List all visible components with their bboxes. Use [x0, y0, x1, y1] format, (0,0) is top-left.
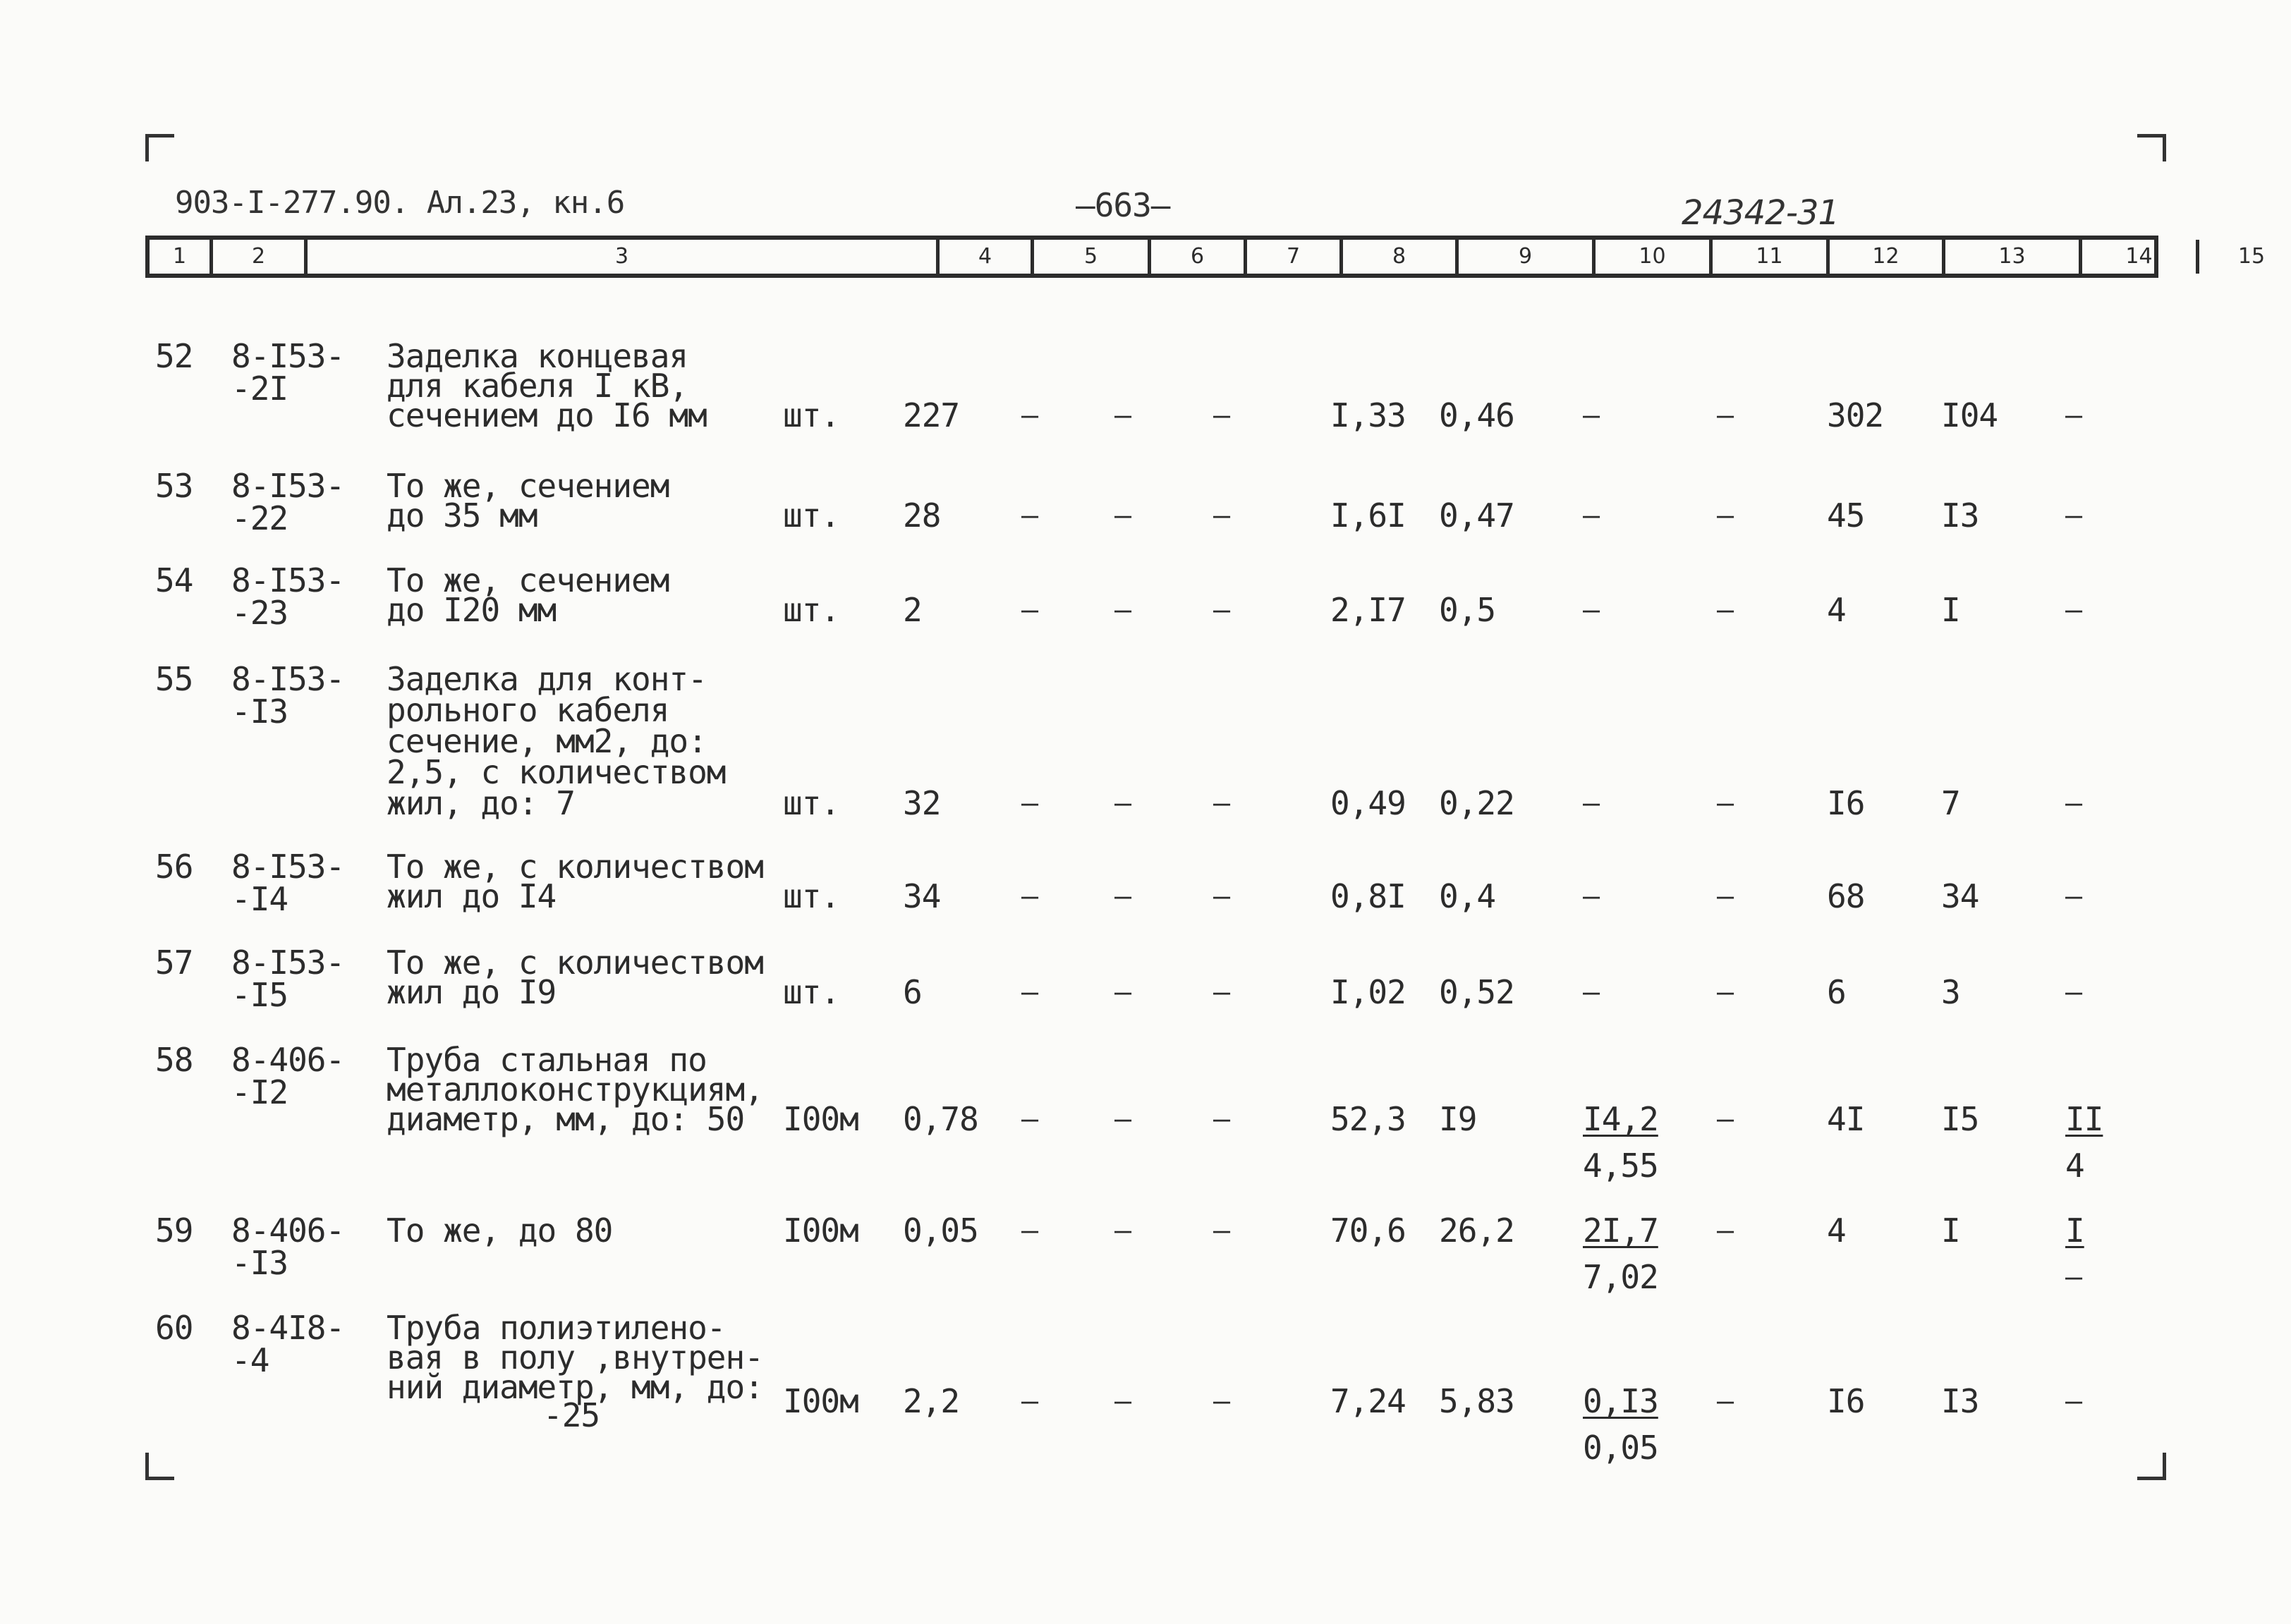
col15-value: – — [2065, 880, 2082, 912]
col7-value: – — [1114, 787, 1131, 819]
col12-value: – — [1717, 594, 1734, 626]
row-number: 58 — [155, 1041, 193, 1079]
description-line: Труба полиэтилено- — [387, 1309, 726, 1347]
col9-value: I,02 — [1330, 973, 1406, 1011]
description-line: 2,5, с количеством — [387, 753, 726, 791]
col12-value: – — [1717, 1214, 1734, 1247]
crop-mark-bottom-left — [145, 1453, 174, 1480]
col8-value: – — [1213, 787, 1230, 819]
col10-value: 0,47 — [1439, 496, 1514, 535]
code-line: 8-4I8- — [231, 1309, 345, 1347]
col6-value: – — [1021, 976, 1038, 1008]
col9-value: 0,8I — [1330, 877, 1406, 915]
col9-value: 7,24 — [1330, 1382, 1406, 1420]
row-number: 59 — [155, 1211, 193, 1250]
col6-value: – — [1021, 787, 1038, 819]
col12-value: – — [1717, 399, 1734, 432]
column-number: 9 — [1459, 240, 1596, 274]
column-number: 2 — [213, 240, 308, 274]
column-number: 1 — [150, 240, 213, 274]
unit: I00м — [783, 1211, 858, 1250]
col7-value: – — [1114, 880, 1131, 912]
col11-value: – — [1583, 787, 1600, 819]
col8-value: – — [1213, 1385, 1230, 1417]
unit: шт. — [783, 784, 840, 822]
description-line: до 35 мм — [387, 496, 537, 535]
col7-value: – — [1114, 499, 1131, 532]
col7-value: – — [1114, 976, 1131, 1008]
unit: шт. — [783, 496, 840, 535]
col7-value: – — [1114, 1385, 1131, 1417]
code-line: 8-I53- — [231, 337, 345, 375]
description-line: -25 — [543, 1396, 600, 1434]
col13-value: 4 — [1827, 1211, 1846, 1250]
description-line: жил, до: 7 — [387, 784, 575, 822]
description-line: для кабеля I кВ, — [387, 367, 688, 405]
col8-value: – — [1213, 1214, 1230, 1247]
col6-value: – — [1021, 399, 1038, 432]
col10-value: 5,83 — [1439, 1382, 1514, 1420]
col15-value: II — [2065, 1100, 2103, 1138]
col13-value: 68 — [1827, 877, 1865, 915]
col15-value: I — [2065, 1211, 2084, 1250]
quantity: 227 — [903, 396, 960, 434]
col14-value: 7 — [1941, 784, 1960, 822]
col9-value: 70,6 — [1330, 1211, 1406, 1250]
col15-value: – — [2065, 399, 2082, 432]
quantity: 28 — [903, 496, 941, 535]
page-number: —663— — [1076, 186, 1170, 224]
unit: I00м — [783, 1382, 858, 1420]
col11-value: – — [1583, 399, 1600, 432]
document-code: 903-I-277.90. Ал.23, кн.6 — [175, 185, 625, 221]
col13-value: I6 — [1827, 1382, 1865, 1420]
description-line: То же, сечением — [387, 467, 669, 505]
description-line: диаметр, мм, до: 50 — [387, 1100, 745, 1138]
col14-value: I04 — [1941, 396, 1998, 434]
description-line: Труба стальная по — [387, 1041, 707, 1079]
col11-value: – — [1583, 976, 1600, 1008]
col13-value: 302 — [1827, 396, 1884, 434]
col10-value: 0,52 — [1439, 973, 1514, 1011]
col11-subvalue: 7,02 — [1583, 1258, 1658, 1296]
col12-value: – — [1717, 976, 1734, 1008]
col14-value: I — [1941, 1211, 1960, 1250]
code-line: -I4 — [231, 880, 288, 918]
col11-value: – — [1583, 880, 1600, 912]
row-number: 52 — [155, 337, 193, 375]
col8-value: – — [1213, 1103, 1230, 1135]
unit: шт. — [783, 973, 840, 1011]
column-number: 10 — [1596, 240, 1713, 274]
code-line: 8-I53- — [231, 944, 345, 982]
col6-value: – — [1021, 880, 1038, 912]
sheet-number: 24342-31 — [1682, 193, 1840, 233]
col14-value: I5 — [1941, 1100, 1979, 1138]
code-line: -I3 — [231, 692, 288, 731]
description-line: сечение, мм2, до: — [387, 722, 707, 760]
col10-value: 26,2 — [1439, 1211, 1514, 1250]
quantity: 0,78 — [903, 1100, 978, 1138]
quantity: 0,05 — [903, 1211, 978, 1250]
description-line: металлоконструкциям, — [387, 1070, 763, 1109]
col15-value: – — [2065, 594, 2082, 626]
column-number: 7 — [1247, 240, 1343, 274]
column-number: 4 — [940, 240, 1034, 274]
col12-value: – — [1717, 880, 1734, 912]
col6-value: – — [1021, 1214, 1038, 1247]
description-line: Заделка для конт- — [387, 660, 707, 698]
col15-value: – — [2065, 1385, 2082, 1417]
col13-value: 6 — [1827, 973, 1846, 1011]
col8-value: – — [1213, 399, 1230, 432]
col9-value: 52,3 — [1330, 1100, 1406, 1138]
col13-value: I6 — [1827, 784, 1865, 822]
col10-value: 0,5 — [1439, 591, 1496, 629]
description-line: рольного кабеля — [387, 691, 669, 729]
description-line: Заделка концевая — [387, 337, 688, 375]
code-line: 8-I53- — [231, 467, 345, 505]
column-number: 8 — [1343, 240, 1459, 274]
code-line: -I5 — [231, 976, 288, 1014]
crop-mark-bottom-right — [2137, 1453, 2166, 1480]
col10-value: 0,46 — [1439, 396, 1514, 434]
col9-value: I,6I — [1330, 496, 1406, 535]
code-line: 8-406- — [231, 1211, 345, 1250]
unit: I00м — [783, 1100, 858, 1138]
col15-value: – — [2065, 787, 2082, 819]
description-line: То же, сечением — [387, 561, 669, 599]
code-line: -23 — [231, 594, 288, 632]
col13-value: 4 — [1827, 591, 1846, 629]
description-line: жил до I9 — [387, 973, 557, 1011]
code-line: -4 — [231, 1341, 269, 1379]
code-line: -I3 — [231, 1244, 288, 1282]
col6-value: – — [1021, 594, 1038, 626]
col10-value: I9 — [1439, 1100, 1477, 1138]
col14-value: I3 — [1941, 496, 1979, 535]
col12-value: – — [1717, 1385, 1734, 1417]
col15-subvalue: – — [2065, 1261, 2082, 1293]
col9-value: I,33 — [1330, 396, 1406, 434]
col14-value: I — [1941, 591, 1960, 629]
col6-value: – — [1021, 1103, 1038, 1135]
col11-value: I4,2 — [1583, 1100, 1658, 1138]
description-line: сечением до I6 мм — [387, 396, 707, 434]
code-line: 8-I53- — [231, 561, 345, 599]
code-line: -I2 — [231, 1073, 288, 1111]
column-number: 6 — [1151, 240, 1247, 274]
column-number: 14 — [2082, 240, 2199, 274]
col15-value: – — [2065, 976, 2082, 1008]
row-number: 57 — [155, 944, 193, 982]
col7-value: – — [1114, 399, 1131, 432]
unit: шт. — [783, 396, 840, 434]
row-number: 54 — [155, 561, 193, 599]
col11-value: – — [1583, 499, 1600, 532]
crop-mark-top-right — [2137, 134, 2166, 161]
col14-value: 34 — [1941, 877, 1979, 915]
code-line: 8-I53- — [231, 660, 345, 698]
col9-value: 2,I7 — [1330, 591, 1406, 629]
column-number: 15 — [2237, 244, 2266, 269]
col13-value: 45 — [1827, 496, 1865, 535]
col13-value: 4I — [1827, 1100, 1865, 1138]
col7-value: – — [1114, 594, 1131, 626]
col8-value: – — [1213, 976, 1230, 1008]
description-line: То же, с количеством — [387, 848, 763, 886]
col14-value: 3 — [1941, 973, 1960, 1011]
column-number-strip — [145, 236, 2266, 278]
description-line: до I20 мм — [387, 591, 557, 629]
unit: шт. — [783, 591, 840, 629]
quantity: 2,2 — [903, 1382, 960, 1420]
col11-value: 0,I3 — [1583, 1382, 1658, 1420]
col10-value: 0,22 — [1439, 784, 1514, 822]
col6-value: – — [1021, 499, 1038, 532]
description-line: То же, до 80 — [387, 1211, 613, 1250]
code-line: 8-I53- — [231, 848, 345, 886]
code-line: 8-406- — [231, 1041, 345, 1079]
col11-subvalue: 4,55 — [1583, 1147, 1658, 1185]
description-line: жил до I4 — [387, 877, 557, 915]
row-number: 55 — [155, 660, 193, 698]
col11-value: 2I,7 — [1583, 1211, 1658, 1250]
unit: шт. — [783, 877, 840, 915]
col10-value: 0,4 — [1439, 877, 1496, 915]
column-number: 12 — [1830, 240, 1945, 274]
col11-subvalue: 0,05 — [1583, 1429, 1658, 1467]
col14-value: I3 — [1941, 1382, 1979, 1420]
crop-mark-top-left — [145, 134, 174, 161]
col6-value: – — [1021, 1385, 1038, 1417]
column-number: 5 — [1034, 240, 1151, 274]
description-line: ний диаметр, мм, до: — [387, 1368, 763, 1406]
column-number: 11 — [1713, 240, 1830, 274]
col12-value: – — [1717, 1103, 1734, 1135]
row-number: 56 — [155, 848, 193, 886]
column-number: 13 — [1945, 240, 2082, 274]
col8-value: – — [1213, 594, 1230, 626]
col8-value: – — [1213, 499, 1230, 532]
col8-value: – — [1213, 880, 1230, 912]
description-line: То же, с количеством — [387, 944, 763, 982]
col7-value: – — [1114, 1103, 1131, 1135]
quantity: 2 — [903, 591, 922, 629]
col12-value: – — [1717, 787, 1734, 819]
quantity: 6 — [903, 973, 922, 1011]
col11-value: – — [1583, 594, 1600, 626]
description-line: вая в полу ,внутрен- — [387, 1338, 763, 1376]
col12-value: – — [1717, 499, 1734, 532]
col15-subvalue: 4 — [2065, 1147, 2084, 1185]
col15-value: – — [2065, 499, 2082, 532]
quantity: 32 — [903, 784, 941, 822]
col9-value: 0,49 — [1330, 784, 1406, 822]
row-number: 53 — [155, 467, 193, 505]
quantity: 34 — [903, 877, 941, 915]
code-line: -22 — [231, 499, 288, 537]
column-number: 3 — [308, 240, 940, 274]
col7-value: – — [1114, 1214, 1131, 1247]
code-line: -2I — [231, 370, 288, 408]
row-number: 60 — [155, 1309, 193, 1347]
